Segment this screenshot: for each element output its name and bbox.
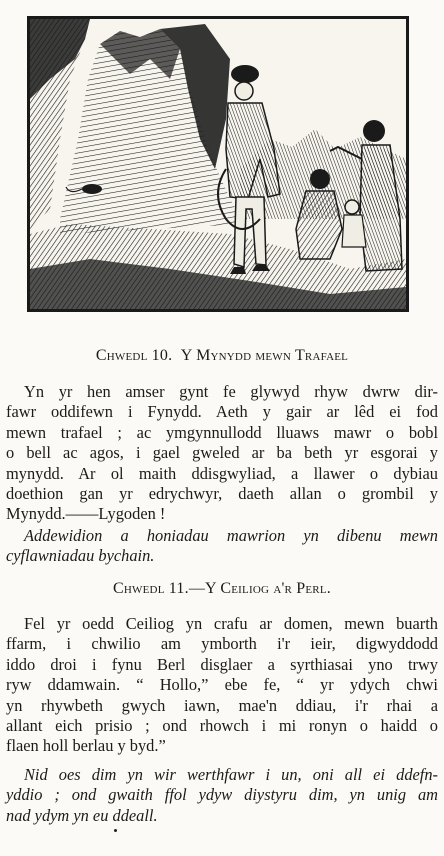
- fable-11-line: flaen holl berlau y byd.”: [6, 736, 166, 756]
- fable-10-body: [6, 382, 438, 525]
- woodcut-mountain-scene-icon: [30, 19, 406, 309]
- fable-10-label: Chwedl 10.: [95, 347, 173, 364]
- fable-11-line: iddo droi i fynu Berl disglaer a syrthiasai yno trwy: [6, 654, 438, 674]
- fable-11-moral-line: Nid oes dim yn wir werthfawr i un, oni all ei ddefn-: [24, 765, 438, 784]
- fable-11-line: yn rhywbeth gwych iawn, mae'n ddiau, i'r rhai a: [6, 695, 438, 715]
- ink-speck: [114, 829, 117, 832]
- fable-11-label: Chwedl 11.: [113, 580, 189, 597]
- fable-10-line: Mynydd.——Lygoden !: [6, 504, 166, 524]
- fable-11-line: ffarm, i chwilio am ymborth i'r ieir, digwyddodd: [6, 634, 438, 654]
- fable-10-line: mewn trafael ; ac ymgynnullodd lluaws mawr o bobl: [6, 422, 438, 442]
- fable-10-line: mynydd. Ar ol maith ddisgwyliad, a llawer o dybiau: [6, 463, 438, 483]
- fable-11-moral-line: nad ydym yn eu ddeall.: [6, 805, 158, 825]
- fable-11-line: ryw ddamwain. “ Hollo,” ebe fe, “ yr ydych chwi: [6, 675, 438, 695]
- fable-11-moral: [6, 765, 438, 826]
- fable-11-title: —Y Ceiliog a'r Perl.: [188, 580, 331, 597]
- fable-10-title: Y Mynydd mewn Trafael: [180, 347, 349, 364]
- fable-10-moral-line: cyflawniadau bychain.: [6, 546, 155, 566]
- fable-11-line: Fel yr oedd Ceiliog yn crafu ar domen, mewn buarth: [24, 614, 438, 633]
- fable-11-heading: [20, 580, 424, 598]
- woodcut-illustration: [27, 16, 409, 312]
- fable-10-line: o bell ac agos, i gael gweled ar ba beth yr esgorai y: [6, 443, 438, 463]
- fable-11-moral-line: yddio ; ond gwaith ffol ydyw diystyru dim, yn unig am: [6, 785, 438, 805]
- fable-10-heading: [20, 347, 424, 365]
- fable-10-line: doethion gan yr edrychwyr, daeth allan o grombil y: [6, 484, 438, 504]
- fable-10-line: Yn yr hen amser gynt fe glywyd rhyw dwrw dir-: [24, 382, 438, 401]
- fable-10-line: fawr oddifewn i Fynydd. Aeth y gair ar lêd ei fod: [6, 402, 438, 422]
- fable-10-moral-line: Addewidion a honiadau mawrion yn dibenu mewn: [24, 526, 438, 545]
- fable-11-line: allant eich prisio ; ond rhowch i mi ronyn o haidd o: [6, 716, 438, 736]
- fable-11-body: [6, 614, 438, 757]
- fable-10-moral: [6, 526, 438, 567]
